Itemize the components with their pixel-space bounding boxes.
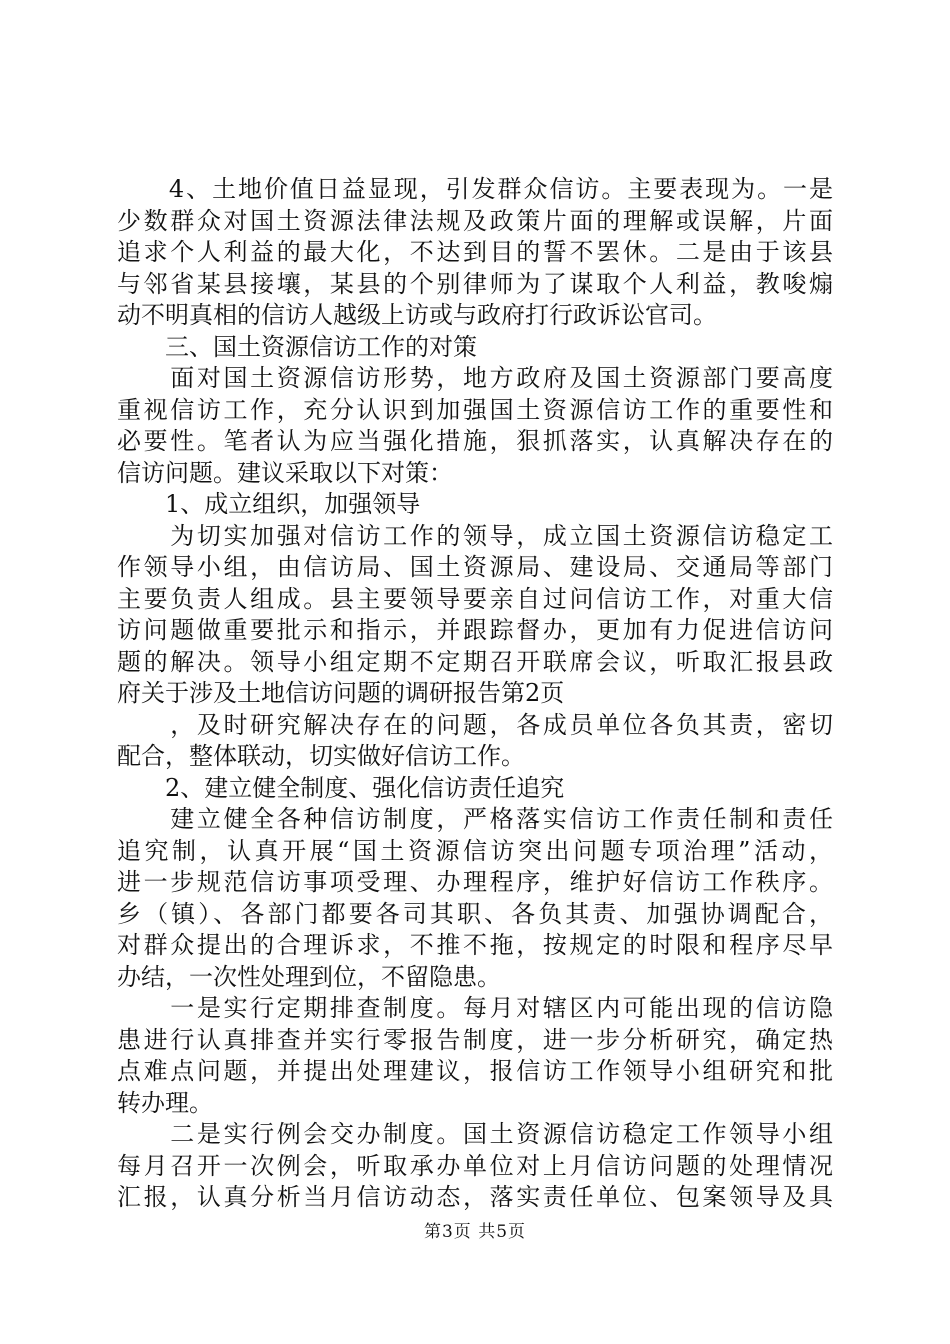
text-line: 办结，一次性处理到位，不留隐患。 — [117, 962, 501, 991]
text-line: 府关于涉及土地信访问题的调研报告第2页 — [117, 679, 565, 707]
text-line: 动不明真相的信访人越级上访或与政府打行政诉讼官司。 — [117, 301, 717, 329]
text-line: 追求个人利益的最大化，不达到目的誓不罢休。二是由于该县 — [117, 238, 833, 266]
text-line: 进一步规范信访事项受理、办理程序，维护好信访工作秩序。 — [117, 868, 833, 896]
text-line: 少数群众对国土资源法律法规及政策片面的理解或误解，片面 — [117, 206, 833, 235]
text-line: 主要负责人组成。县主要领导要亲自过问信访工作，对重大信 — [117, 584, 833, 613]
text-line: 追究制，认真开展“国土资源信访突出问题专项治理”活动， — [117, 836, 833, 865]
text-line: 必要性。笔者认为应当强化措施，狠抓落实，认真解决存在的 — [117, 427, 833, 455]
document-body — [117, 174, 833, 1214]
text-line: 4、土地价值日益显现，引发群众信访。主要表现为。一是 — [117, 175, 833, 203]
text-line: 点难点问题，并提出处理建议，报信访工作领导小组研究和批 — [117, 1057, 833, 1085]
text-line: 配合，整体联动，切实做好信访工作。 — [117, 742, 525, 770]
text-line: 乡（镇）、各部门都要各司其职、各负其责、加强协调配合， — [117, 899, 833, 928]
text-line: 为切实加强对信访工作的领导，成立国土资源信访稳定工 — [117, 521, 833, 550]
text-line: 2、建立健全制度、强化信访责任追究 — [117, 773, 565, 802]
text-line: 题的解决。领导小组定期不定期召开联席会议，听取汇报县政 — [117, 647, 833, 676]
text-line: 建立健全各种信访制度，严格落实信访工作责任制和责任 — [117, 805, 833, 833]
text-line: 患进行认真排查并实行零报告制度，进一步分析研究，确定热 — [117, 1025, 833, 1054]
text-line: 访问题做重要批示和指示，并跟踪督办，更加有力促进信访问 — [117, 616, 833, 644]
text-line: 转办理。 — [117, 1088, 213, 1117]
text-line: 作领导小组，由信访局、国土资源局、建设局、交通局等部门 — [117, 553, 833, 581]
text-line: 对群众提出的合理诉求，不推不拖，按规定的时限和程序尽早 — [117, 931, 833, 959]
text-line: 重视信访工作，充分认识到加强国土资源信访工作的重要性和 — [117, 395, 833, 424]
text-line: 1、成立组织，加强领导 — [117, 490, 421, 518]
text-line: 二是实行例会交办制度。国土资源信访稳定工作领导小组 — [117, 1120, 833, 1148]
text-line: 一是实行定期排查制度。每月对辖区内可能出现的信访隐 — [117, 994, 833, 1022]
text-line: 汇报，认真分析当月信访动态，落实责任单位、包案领导及具 — [117, 1183, 833, 1211]
text-line: 面对国土资源信访形势，地方政府及国土资源部门要高度 — [117, 364, 833, 392]
text-line: 每月召开一次例会，听取承办单位对上月信访问题的处理情况 — [117, 1151, 833, 1180]
text-line: 三、国土资源信访工作的对策 — [117, 332, 477, 361]
page-footer: 第3页 共5页 — [423, 1222, 527, 1242]
text-line: ，及时研究解决存在的问题，各成员单位各负其责，密切 — [117, 710, 833, 739]
text-line: 与邻省某县接壤，某县的个别律师为了谋取个人利益，教唆煽 — [117, 269, 833, 298]
text-line: 信访问题。建议采取以下对策： — [117, 458, 453, 487]
